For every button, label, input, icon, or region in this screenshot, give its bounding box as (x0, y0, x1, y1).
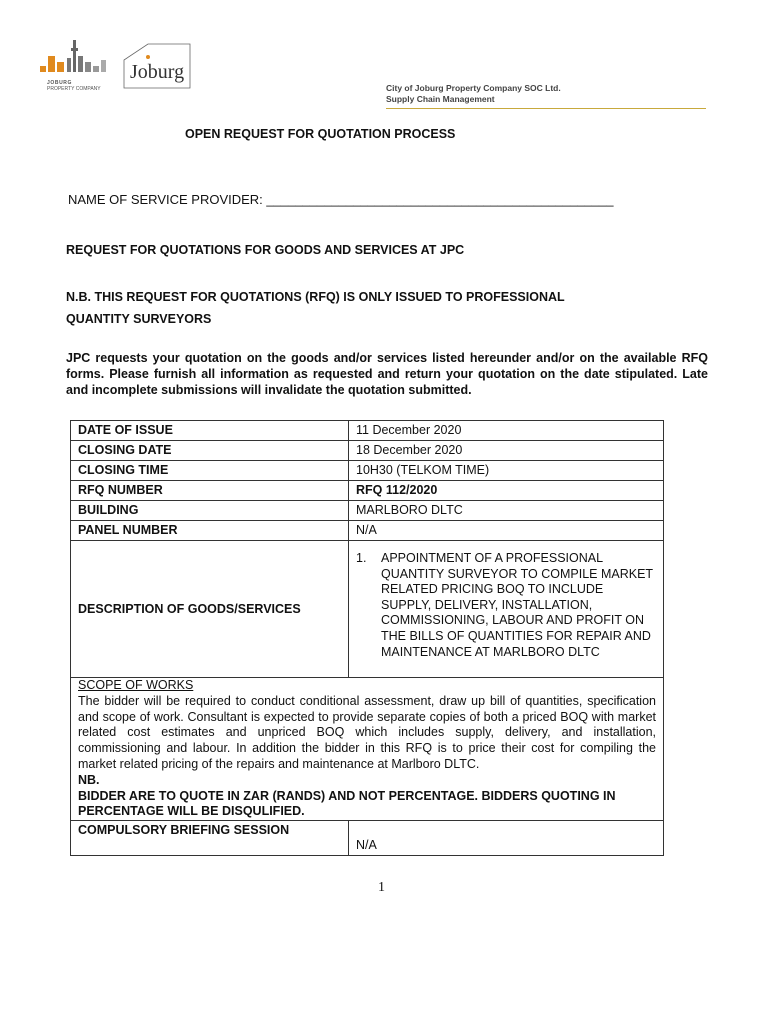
row-value: MARLBORO DLTC (349, 501, 664, 521)
jpc-logo-caption-sub: PROPERTY COMPANY (47, 86, 101, 92)
list-item-text: APPOINTMENT OF A PROFESSIONAL QUANTITY SURVEYOR TO COMPILE MARKET RELATED PRICING BOQ TO INCLUDE SUPPLY, DELIVERY, INSTALLATION, COMMISSIONING, LABOUR AND PROFIT ON THE BILLS OF QUANTITIES FOR REPAIR AND MAINTENANCE AT MARLBORO DLTC (381, 551, 653, 659)
row-label: RFQ NUMBER (71, 481, 349, 501)
table-row-briefing (71, 821, 664, 856)
scope-nb: NB. (78, 772, 100, 787)
row-label: BUILDING (71, 501, 349, 521)
table-row-scope (71, 678, 664, 821)
intro-paragraph: JPC requests your quotation on the goods and/or services listed hereunder and/or on the available RFQ forms. Please furnish all information as requested and return your quotation on the date stipulated. Late and incomplete submissions will invalidate the quotation submitted. (66, 351, 708, 397)
rfq-heading: REQUEST FOR QUOTATIONS FOR GOODS AND SERVICES AT JPC (66, 243, 465, 257)
header-divider (386, 108, 706, 109)
row-value: RFQ 112/2020 (349, 481, 664, 501)
table-row (71, 421, 664, 441)
description-value (349, 541, 664, 678)
page-number: 1 (378, 880, 385, 895)
svg-text:Joburg: Joburg (130, 61, 185, 83)
table-row (71, 501, 664, 521)
scope-warning: BIDDER ARE TO QUOTE IN ZAR (RANDS) AND NOT PERCENTAGE. BIDDERS QUOTING IN PERCENTAGE WILL BE DISQULIFIED. (78, 788, 616, 819)
row-label: CLOSING DATE (71, 441, 349, 461)
jpc-logo-caption: JOBURG (47, 80, 72, 86)
table-row-description (71, 541, 664, 678)
list-item (356, 551, 656, 660)
briefing-value: N/A (349, 821, 664, 856)
row-value: 18 December 2020 (349, 441, 664, 461)
description-list (356, 541, 656, 660)
row-label: DATE OF ISSUE (71, 421, 349, 441)
table-row (71, 461, 664, 481)
description-label: DESCRIPTION OF GOODS/SERVICES (71, 541, 349, 678)
row-value: 11 December 2020 (349, 421, 664, 441)
service-provider-name-line: NAME OF SERVICE PROVIDER: ________________________________________________ (68, 192, 614, 207)
scope-title: SCOPE OF WORKS (78, 678, 194, 692)
scope-body: The bidder will be required to conduct conditional assessment, draw up bill of quantities, specification and scope of work. Consultant is expected to provide separate copies of both a priced BOQ with market related cost estimates and unpriced BOQ which includes supply, delivery, and installation, commissioning and labour. In addition the bidder in this RFQ is to price their cost for compiling the market related pricing of the repairs and maintenance at Marlboro DLTC. (78, 693, 656, 771)
scope-of-works-cell (71, 678, 664, 821)
header-organisation: City of Joburg Property Company SOC Ltd. (386, 83, 561, 93)
table-row (71, 521, 664, 541)
row-value: N/A (349, 521, 664, 541)
table-row (71, 481, 664, 501)
document-title: OPEN REQUEST FOR QUOTATION PROCESS (185, 127, 456, 141)
table-row (71, 441, 664, 461)
row-value: 10H30 (TELKOM TIME) (349, 461, 664, 481)
list-item-number: 1. (356, 551, 367, 565)
row-label: PANEL NUMBER (71, 521, 349, 541)
joburg-logo-icon (114, 38, 196, 90)
header-department: Supply Chain Management (386, 94, 495, 104)
row-label: CLOSING TIME (71, 461, 349, 481)
nb-notice-line-1: N.B. THIS REQUEST FOR QUOTATIONS (RFQ) IS ONLY ISSUED TO PROFESSIONAL (66, 290, 565, 304)
rfq-details-table (70, 420, 664, 856)
briefing-label: COMPULSORY BRIEFING SESSION (71, 821, 349, 856)
nb-notice-line-2: QUANTITY SURVEYORS (66, 312, 212, 326)
